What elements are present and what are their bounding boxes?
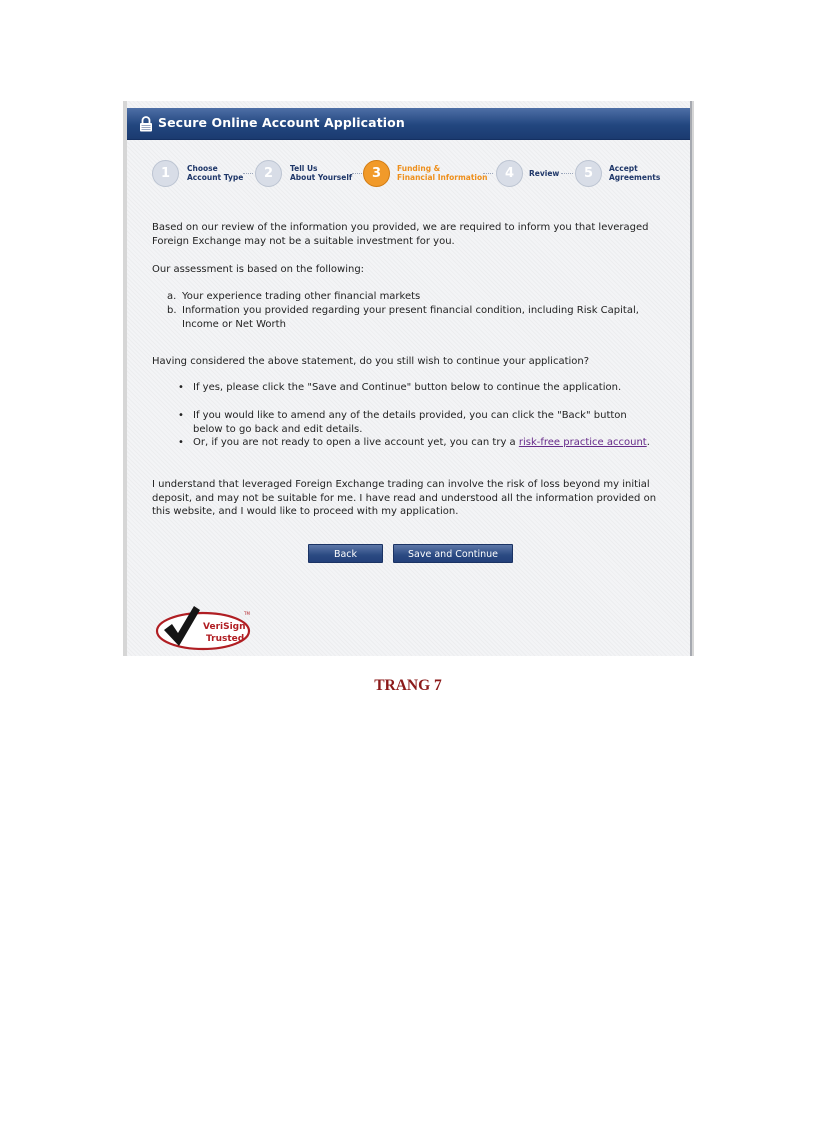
step-1-number: 1 (152, 160, 179, 187)
list-marker: a. (167, 291, 177, 302)
lock-icon (139, 116, 153, 132)
step-5-label (609, 164, 660, 182)
step-2-line2: About Yourself (290, 173, 353, 182)
bullet-icon: • (178, 382, 184, 393)
window-title: Secure Online Account Application (158, 115, 405, 130)
step-5-line2: Agreements (609, 173, 661, 182)
svg-text:TM: TM (244, 611, 250, 616)
step-5-number: 5 (575, 160, 602, 187)
step-3-label (397, 164, 487, 182)
step-4-line1: Review (529, 169, 560, 178)
title-bar (127, 108, 690, 140)
step-4-number: 4 (496, 160, 523, 187)
list-marker: b. (167, 305, 177, 316)
bullet-icon: • (178, 437, 184, 448)
step-3-line1: Funding & (397, 164, 441, 173)
step-4-label (529, 169, 559, 178)
step-connector (243, 173, 253, 174)
save-continue-button[interactable]: Save and Continue (393, 544, 513, 563)
step-1-line1: Choose (187, 164, 218, 173)
option-text-end: . (646, 437, 650, 448)
list-item-text (193, 436, 658, 450)
list-item-text: If you would like to amend any of the details provided, you can click the "Back" button below to go back and edit details. (193, 410, 627, 435)
progress-steps (127, 155, 690, 191)
assessment-heading: Our assessment is based on the following: (152, 264, 365, 275)
continue-question: Having considered the above statement, do you still wish to continue your application? (152, 356, 590, 367)
verisign-seal-icon[interactable] (154, 604, 254, 652)
svg-text:VeriSign: VeriSign (203, 622, 246, 632)
step-1-label (187, 164, 243, 182)
list-item-text: Your experience trading other financial markets (182, 291, 421, 302)
step-1-line2: Account Type (187, 173, 244, 182)
acknowledgement-text: I understand that leveraged Foreign Exchange trading can involve the risk of loss beyond my initial deposit, and may not be suitable for me. I have read and understood all the information provided on this website, and I would like to proceed with my application. (152, 479, 657, 517)
intro-text: Based on our review of the information you provided, we are required to inform you that leveraged Foreign Exchange may not be a suitable investment for you. (152, 222, 649, 247)
step-connector (352, 173, 362, 174)
application-panel (127, 101, 692, 656)
practice-account-link[interactable]: risk-free practice account (518, 437, 647, 448)
step-connector (561, 173, 573, 174)
list-item-text: If yes, please click the "Save and Continue" button below to continue the application. (193, 382, 622, 393)
step-5-line1: Accept (609, 164, 638, 173)
step-connector (483, 173, 493, 174)
back-button[interactable]: Back (308, 544, 383, 563)
step-2-number: 2 (255, 160, 282, 187)
bullet-icon: • (178, 410, 184, 421)
step-3-number: 3 (363, 160, 390, 187)
option-text: Or, if you are not ready to open a live account yet, you can try a (193, 437, 519, 448)
svg-text:Trusted: Trusted (206, 634, 245, 644)
page-label: TRANG 7 (374, 677, 442, 694)
step-2-line1: Tell Us (290, 164, 318, 173)
step-3-line2: Financial Information (397, 173, 488, 182)
screenshot-frame (123, 101, 694, 656)
step-2-label (290, 164, 352, 182)
list-item-text: Information you provided regarding your present financial condition, including Risk Capital, Income or Net Worth (182, 305, 639, 330)
